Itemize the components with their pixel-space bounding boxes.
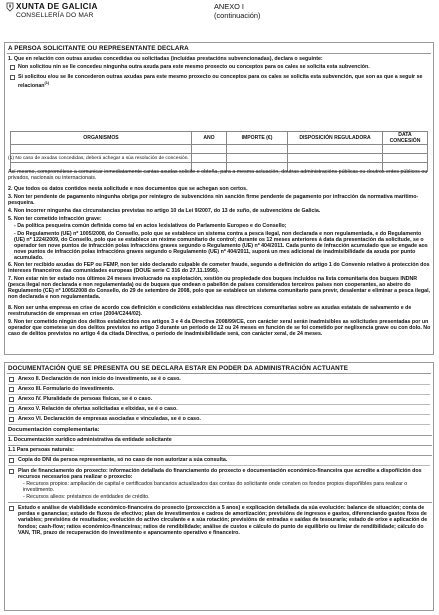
declaration-item-2: 2. Que todos os datos contidos nesta solicitude e nos documentos que se achegan son certos.: [8, 186, 248, 192]
section-title: DOCUMENTACIÓN QUE SE PRESENTA OU SE DECLARA ESTAR EN PODER DA ADMINISTRACIÓN ACTUANTE: [8, 365, 349, 372]
doc-label: Copia do DNI da persoa representante, só no caso de non autorizar a súa consulta.: [18, 457, 228, 463]
doc-checkbox[interactable]: [9, 387, 14, 392]
option-other-aid-checkbox[interactable]: [10, 75, 15, 80]
crest-icon: [6, 2, 14, 12]
financing-own-resources: - Recursos propios: ampliación de capital e certificados bancarios actualizados das contas do solicitante onde consten os fondos propios dispoñibles para realizar o investimento.: [23, 481, 408, 494]
documentation-section: [4, 362, 434, 611]
logo: [6, 2, 126, 32]
other-aid-table: [10, 131, 428, 172]
option-other-aid-text: Si solicitou e/ou se lle concederon outras axudas para este mesmo proxecto ou conceptos para os cales se solicita esta subvención, que son as que a seguir se relacionan: [18, 74, 423, 90]
cell-input[interactable]: [11, 145, 192, 154]
declaration-item-4: 4. Non incorrer ningunha das circunstancias previstas no artigo 10 da Lei 9/2007, do 13 de xuño, de subvencións de Galicia.: [8, 208, 321, 214]
doc-checkbox[interactable]: [9, 458, 14, 463]
doc-row-anexo-iii: [8, 385, 430, 395]
section-title: A PERSOA SOLICITANTE OU REPRESENTANTE DECLARA: [8, 45, 189, 52]
doc-row-anexo-ii: [8, 375, 430, 385]
doc-row-anexo-iv: [8, 395, 430, 405]
cell-input[interactable]: [288, 145, 383, 154]
org-name: XUNTA DE GALICIA: [16, 2, 98, 11]
doc-label: Anexo V. Relación de ofertas solicitadas e elixidas, se é o caso.: [18, 406, 178, 412]
declaration-item-6: 6. Non ter recibido axudas do FEP ou FEMP, non ter sido declarado culpable de cometer fraude, segundo a definición do artigo 1 do Convenio relativo á protección dos intereses financeiros das comunidades europeas (DOUE serie C 316 do 27.11.1995).: [8, 262, 430, 275]
annex-heading: [214, 2, 260, 20]
doc-label: Anexo VI. Declaración de empresas asociadas e vinculadas, se é o caso.: [18, 416, 201, 422]
doc-label: Anexo III. Formulario do investimento.: [18, 386, 115, 392]
col-data-concesion: DATA CONCESIÓN: [383, 132, 428, 145]
doc-label: Anexo IV. Pluralidade de persoas físicas, se é o caso.: [18, 396, 153, 402]
complementary-title: Documentación complementaria:: [8, 427, 100, 433]
col-disposicion: DISPOSICIÓN REGULADORA: [288, 132, 383, 145]
doc-checkbox[interactable]: [9, 407, 14, 412]
natural-persons-heading: 1.1 Para persoas naturais:: [8, 447, 74, 453]
doc-row-dni: [8, 456, 430, 466]
divider: [7, 373, 431, 374]
col-ano: ANO: [192, 132, 227, 145]
option-no-aid-label: Non solicitou nin se lle concedeu ningunha outra axuda para este mesmo proxecto ou conceptos para os cales se solicita esta subvención.: [18, 64, 370, 70]
divider: [7, 53, 431, 54]
divider: [8, 502, 432, 503]
declaration-item-8: 8. Non ser unha empresa en crise de acordo coa definición e condicións establecidas nas directrices comunitarias sobre as axudas estatais de salvamento e de reestruturación de empresas en crise (2004/C244/02).: [8, 305, 412, 318]
question-1: 1. Que en relación con outras axudas concedidas ou solicitadas (incluídas prestacións subvencionadas), declara o seguinte:: [8, 56, 323, 62]
declaration-item-3: 3. Non ter pendente de pagamento ningunha obriga por reintegro de subvencións nin sanción firme pendente de pagamento por infracción da normativa marítimo-pesqueira.: [8, 194, 419, 207]
declaration-item-5a: - Da política pesqueira común definida como tal en actos lexislativos do Parlamento Europeo e do Consello;: [14, 223, 287, 229]
dept-name: CONSELLERÍA DO MAR: [16, 12, 94, 19]
footnote: (1) No caso de axudas concedidas, deberá achegar a súa resolución de concesión.: [8, 156, 189, 161]
header: [0, 0, 439, 40]
divider: [8, 435, 432, 436]
doc-label: Anexo II. Declaración de non inicio do investimento, se é o caso.: [18, 376, 181, 382]
divider: [8, 445, 432, 446]
commitment-text: Así mesmo, comprométese a comunicar inmediatamente cantas axudas solicite e obteña, para a mesma actuación, doutras administracións públicas ou doutros entes públicos ou privados, nacionais ou internacionais.: [8, 169, 428, 182]
option-other-aid-label: [18, 74, 428, 89]
declaration-item-5: 5. Non ter cometido infracción grave:: [8, 216, 102, 222]
col-organismos: ORGANISMOS: [11, 132, 192, 145]
doc-checkbox[interactable]: [9, 397, 14, 402]
annex-title: ANEXO I: [214, 2, 244, 11]
declaration-item-7: 7. Non estar nin ter estado nos últimos 24 meses involucrado na explotación, xestión ou propiedade dos buques incluídos na lista comunitaria dos buques INDNR (pesca ilegal non declarada e non regulamentada) ou de buques que ondean o pabellón de países considerados terceiros países non cooperantes, ao abeiro do Regulamento (CE) nº 1005/2008 do Consello, do 29 de setembro de 2008, polo que se establece un sistema comunitario para previr, desalentar e eliminar a pesca ilegal, non declarada e non regulamentada.: [8, 276, 431, 301]
declaration-item-5b: - Do Regulamento (UE) nº 1005/2008, do Consello, polo que se establece un sistema contra a pesca ilegal, non declarada e non regulamentada, e do Regulamento (UE) nº 1224/2009, do Consello, polo que se establece un réxime comunitario de control; durante os 12 meses anteriores á data da presentación da solicitude, se o operador ten nove puntos de infracción polas infraccións graves segundo o Regulamento (UE) nº 404/2011. Cada punto de infracción acumulado que se engade aos nove puntos de infracción polas infraccións graves segundo o Regulamento (UE) nº 404/2011, suporá un mes adicional de inadmisibilidade da axuda por punto acumulado.: [14, 231, 428, 262]
doc-row-anexo-vi: [8, 415, 430, 425]
cell-input[interactable]: [227, 145, 288, 154]
option-no-aid-checkbox[interactable]: [10, 65, 15, 70]
viability-study-checkbox[interactable]: [9, 506, 14, 511]
financing-external-resources: - Recursos alleos: préstamos de entidades de crédito.: [23, 494, 150, 500]
declaration-item-9: 9. Non ter cometido ningún dos delitos establecidos nos artigos 3 e 4 da Directiva 2008/99/CE, con carácter xeral serán inadmisibles as solicitudes presentadas por un operador que cometese un dos delitos previstos no artigo 3 durante un período de 12 ou 24 meses en función de se foi cometido por neglixencia grave ou con dolo. No caso de delitos previstos no artigo 4 da citada Directiva, o período de inadmisibilidade será, con carácter xeral, de 24 meses.: [8, 319, 431, 338]
doc-checkbox[interactable]: [9, 417, 14, 422]
doc-row-anexo-v: [8, 405, 430, 415]
cell-input[interactable]: [192, 145, 227, 154]
table-header-row: [11, 132, 428, 145]
financing-plan-label: Plan de financiamento do proxecto: información detallada do financiamento do proxecto e documentación económico-financeira que acredite a dispoñición dos recursos necesarios para realizar o proxecto:: [18, 468, 422, 481]
legal-docs-heading: 1. Documentación xurídico administrativa da entidade solicitante: [8, 437, 172, 443]
col-importe: IMPORTE (€): [227, 132, 288, 145]
table-row: [11, 145, 428, 154]
doc-checkbox[interactable]: [9, 377, 14, 382]
viability-study-label: Estudo e análise de viabilidade económico-financeira do proxecto (proxección a 5 anos) e explicación detallada da súa evolución: balance de situación; conta de perdas e ganancias; estado de fluxos de efectivo; plan de investimentos e cadros de amortización; previsións de ingresos e gastos, diferenciando gastos fixos de variables; previsións de resultados; evolución do activo circulante e a súa rotación; previsións de entradas e saídas de tesouraría; estado de orixe e aplicación de fondos; cash-flow; ratios económico-financeiras; ratios de rendibilidade; análise de custos e cálculo do punto de equilibrio ou limiar de rendibilidade; cálculo do VAN, TIR, prazo de recuperación do investimento e apancamento operativo e financeiro.: [18, 505, 428, 536]
financing-plan-checkbox[interactable]: [9, 469, 14, 474]
annex-subtitle: (continuación): [214, 11, 261, 20]
footnote-ref: (1): [44, 81, 50, 86]
cell-input[interactable]: [383, 145, 428, 154]
